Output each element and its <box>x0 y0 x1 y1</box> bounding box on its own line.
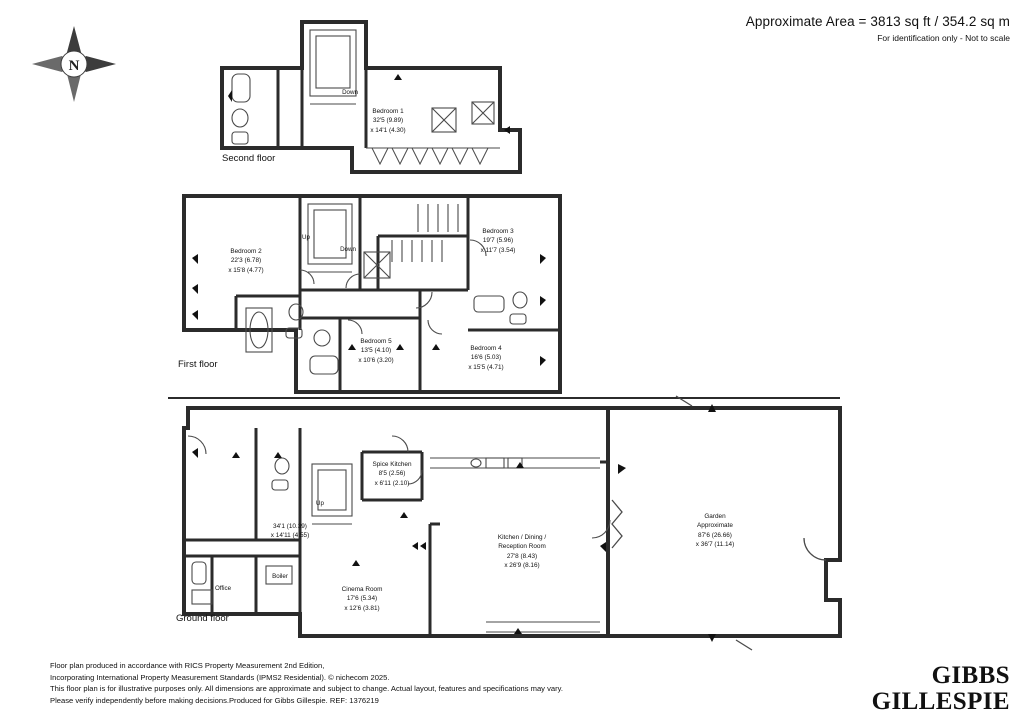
room-spice-kitchen <box>352 460 432 488</box>
room-name: Bedroom 5 <box>360 338 392 345</box>
room-name: Bedroom 1 <box>372 108 404 115</box>
room-dim-2: x 26'9 (8.16) <box>504 561 540 569</box>
footer-line-2: Incorporating International Property Measurement Standards (IPMS2 Residential). © nichecom 2025. <box>50 672 390 682</box>
floor-label-first: First floor <box>178 359 218 370</box>
stair-label-up-ground: Up <box>316 500 324 507</box>
stair-label-up-first: Up <box>302 234 310 241</box>
room-dim-2: x 15'8 (4.77) <box>228 266 264 274</box>
room-name: Spice Kitchen <box>372 461 412 468</box>
compass-letter: N <box>68 58 80 74</box>
room-name-2: Reception Room <box>498 543 546 551</box>
room-dim-1: 34'1 (10.39) <box>273 523 307 530</box>
footer-line-1: Floor plan produced in accordance with RICS Property Measurement 2nd Edition, <box>50 661 325 670</box>
room-hall <box>240 522 340 541</box>
brand-logo <box>872 663 1010 715</box>
room-office-label: Office <box>214 585 232 592</box>
stair-label-down-first: Down <box>340 246 356 253</box>
room-dim-1: 16'6 (5.03) <box>470 354 502 362</box>
north-arrow-icon <box>30 24 118 104</box>
room-dim-1: 13'5 (4.10) <box>360 347 392 355</box>
room-name: Bedroom 2 <box>230 248 262 255</box>
room-dim-1: 27'8 (8.43) <box>506 552 538 560</box>
room-dim-1: 17'6 (5.34) <box>346 595 378 603</box>
footer-line-4: Please verify independently before making decisions.Produced for Gibbs Gillespie. REF: 1376219 <box>50 695 379 705</box>
room-dim-2: x 10'6 (3.20) <box>358 356 394 364</box>
room-bedroom-5 <box>330 337 422 365</box>
room-name: Garden <box>704 513 726 520</box>
room-dim-2: x 14'1 (4.30) <box>370 126 406 134</box>
room-dim-1: 32'5 (9.89) <box>372 117 404 125</box>
room-dim-2: x 11'7 (3.54) <box>480 246 516 254</box>
room-bedroom-2 <box>196 247 296 275</box>
room-bedroom-4 <box>436 344 536 372</box>
room-dim-2: x 12'6 (3.81) <box>344 604 380 612</box>
room-dim-1: 19'7 (5.96) <box>482 237 514 245</box>
room-bedroom-3 <box>448 227 548 255</box>
logo-line-2: GILLESPIE <box>871 688 1010 715</box>
room-dim-2: x 36'7 (11.14) <box>695 540 735 548</box>
footer-line-3: This floor plan is for illustrative purposes only. All dimensions are approximate and subject to change. Actual layout, features and specifications may vary. <box>50 684 563 694</box>
room-dim-2: x 15'5 (4.71) <box>468 363 504 371</box>
room-dim-2: x 6'11 (2.10) <box>374 479 410 487</box>
room-dim-1: 87'6 (26.66) <box>698 531 732 539</box>
logo-line-1: GIBBS <box>931 662 1010 689</box>
room-name-2: Approximate <box>697 522 733 530</box>
room-bedroom-1 <box>338 107 438 135</box>
room-dim-1: 8'5 (2.56) <box>378 470 406 478</box>
page-subtitle: For identification only - Not to scale <box>877 33 1010 43</box>
room-boiler-label: Boiler <box>272 573 288 580</box>
room-name: Bedroom 3 <box>482 228 514 235</box>
stair-label-down-second: Down <box>342 89 358 96</box>
page-title: Approximate Area = 3813 sq ft / 354.2 sq m <box>745 14 1010 29</box>
floor-label-second: Second floor <box>222 153 276 164</box>
footer-disclaimer <box>50 660 563 706</box>
room-name: Cinema Room <box>341 586 383 593</box>
room-cinema <box>310 585 414 613</box>
room-kitchen-dining-reception <box>462 533 582 570</box>
room-name: Kitchen / Dining / <box>497 534 547 541</box>
room-name: Bedroom 4 <box>470 345 502 352</box>
room-dim-2: x 14'11 (4.55) <box>270 532 310 540</box>
room-dim-1: 22'3 (6.78) <box>230 257 262 265</box>
floor-label-ground: Ground floor <box>176 613 229 624</box>
room-garden <box>664 512 766 549</box>
